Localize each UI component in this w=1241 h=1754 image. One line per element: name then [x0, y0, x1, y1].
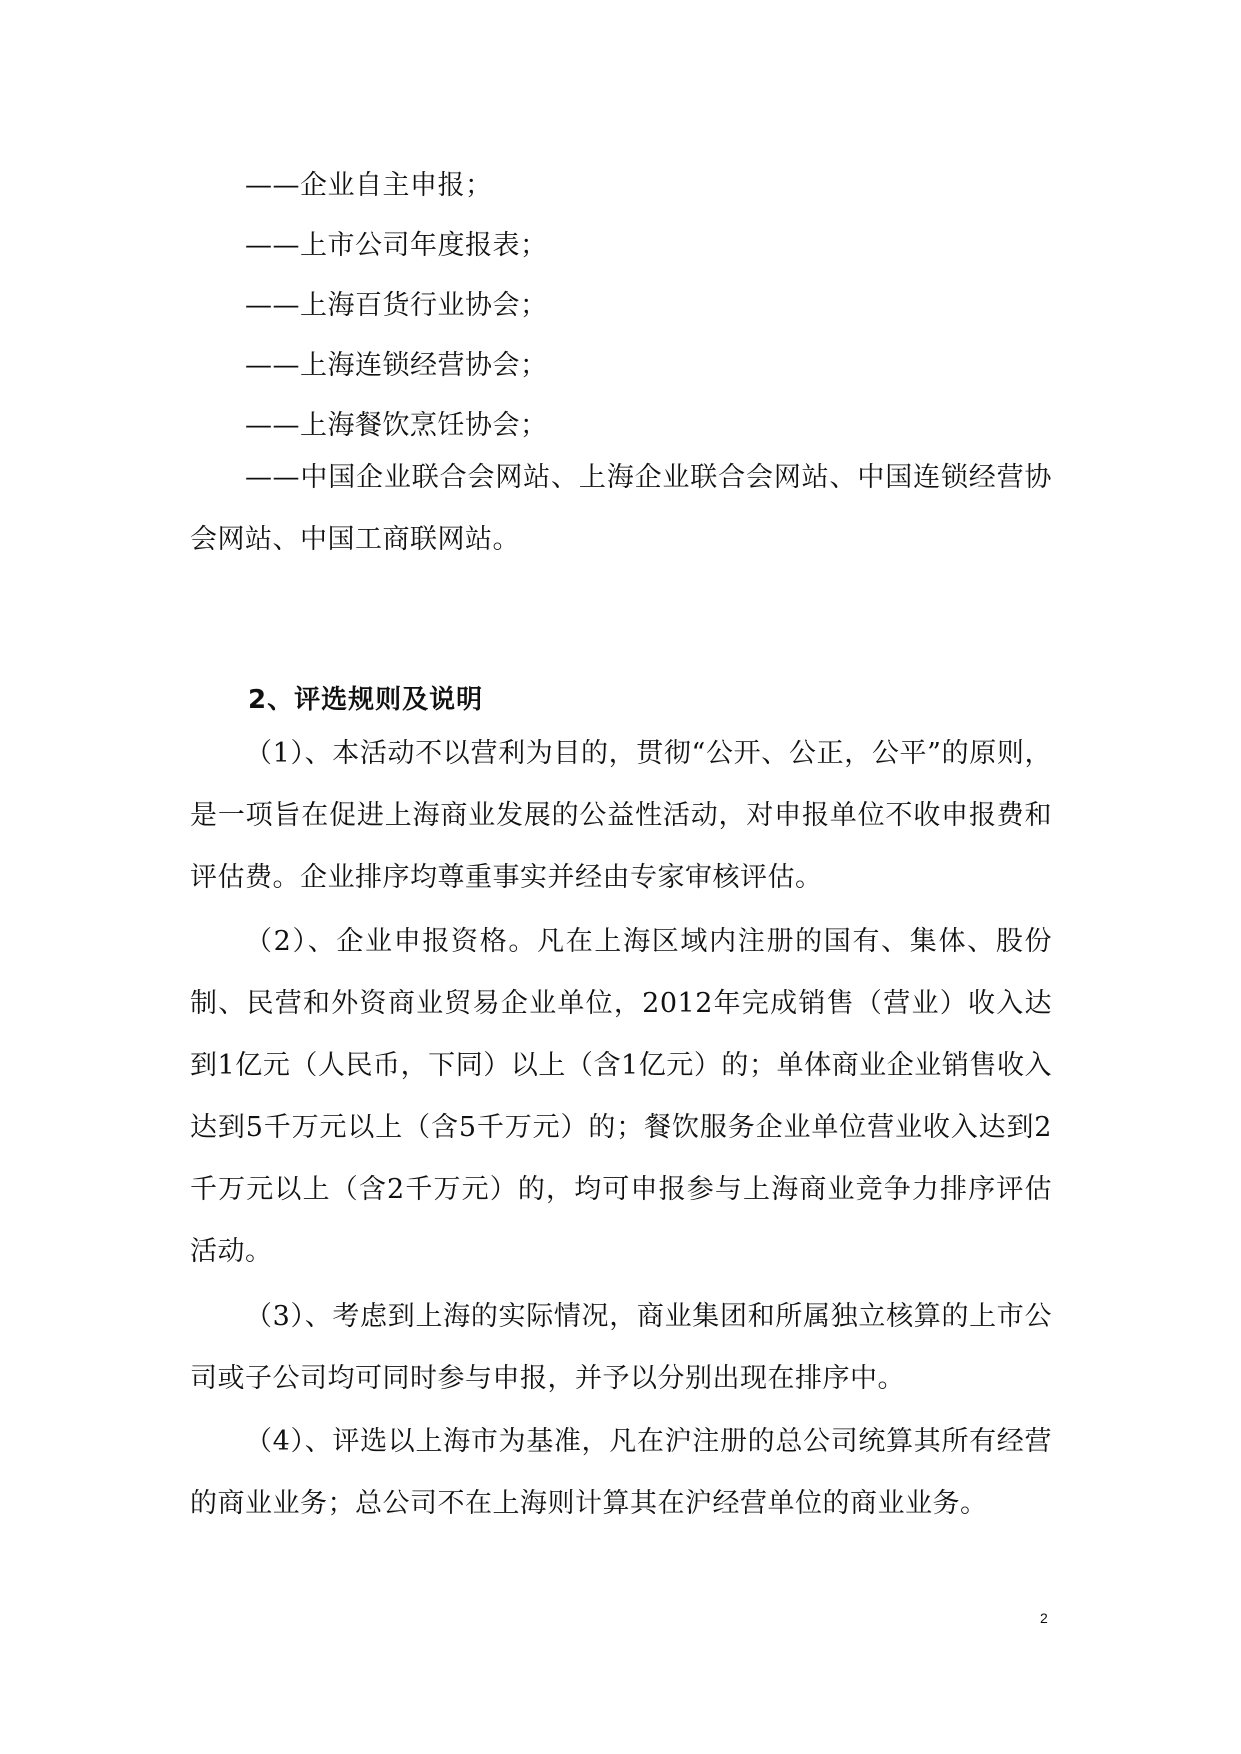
source-item-1: ——企业自主申报；: [245, 170, 493, 201]
page-number: 2: [1040, 1610, 1048, 1626]
rule-paragraph-4: （4）、评选以上海市为基准，凡在沪注册的总公司统算其所有经营的商业业务；总公司不在上海则计算其在沪经营单位的商业业务。: [190, 1426, 1052, 1519]
rule-paragraph-2: （2）、企业申报资格。凡在上海区域内注册的国有、集体、股份制、民营和外资商业贸易企业单位，2012年完成销售（营业）收入达到1亿元（人民币，下同）以上（含1亿元）的；单体商业企业销售收入达到5千万元以上（含5千万元）的；餐饮服务企业单位营业收入达到2千万元以上（含2千万元）的，均可申报参与上海商业竞争力排序评估活动。: [190, 926, 1052, 1267]
section-heading: 2、评选规则及说明: [248, 685, 484, 715]
source-item-4: ——上海连锁经营协会；: [245, 350, 548, 381]
source-item-5: ——上海餐饮烹饪协会；: [245, 410, 548, 441]
source-item-2: ——上市公司年度报表；: [245, 230, 548, 261]
source-item-6: ——中国企业联合会网站、上海企业联合会网站、中国连锁经营协会网站、中国工商联网站。: [190, 462, 1052, 555]
source-item-3: ——上海百货行业协会；: [245, 290, 548, 321]
rule-paragraph-1: （1）、本活动不以营利为目的，贯彻“公开、公正，公平”的原则，是一项旨在促进上海商业发展的公益性活动，对申报单位不收申报费和评估费。企业排序均尊重事实并经由专家审核评估。: [190, 738, 1052, 893]
rule-paragraph-3: （3）、考虑到上海的实际情况，商业集团和所属独立核算的上市公司或子公司均可同时参与申报，并予以分别出现在排序中。: [190, 1301, 1052, 1394]
